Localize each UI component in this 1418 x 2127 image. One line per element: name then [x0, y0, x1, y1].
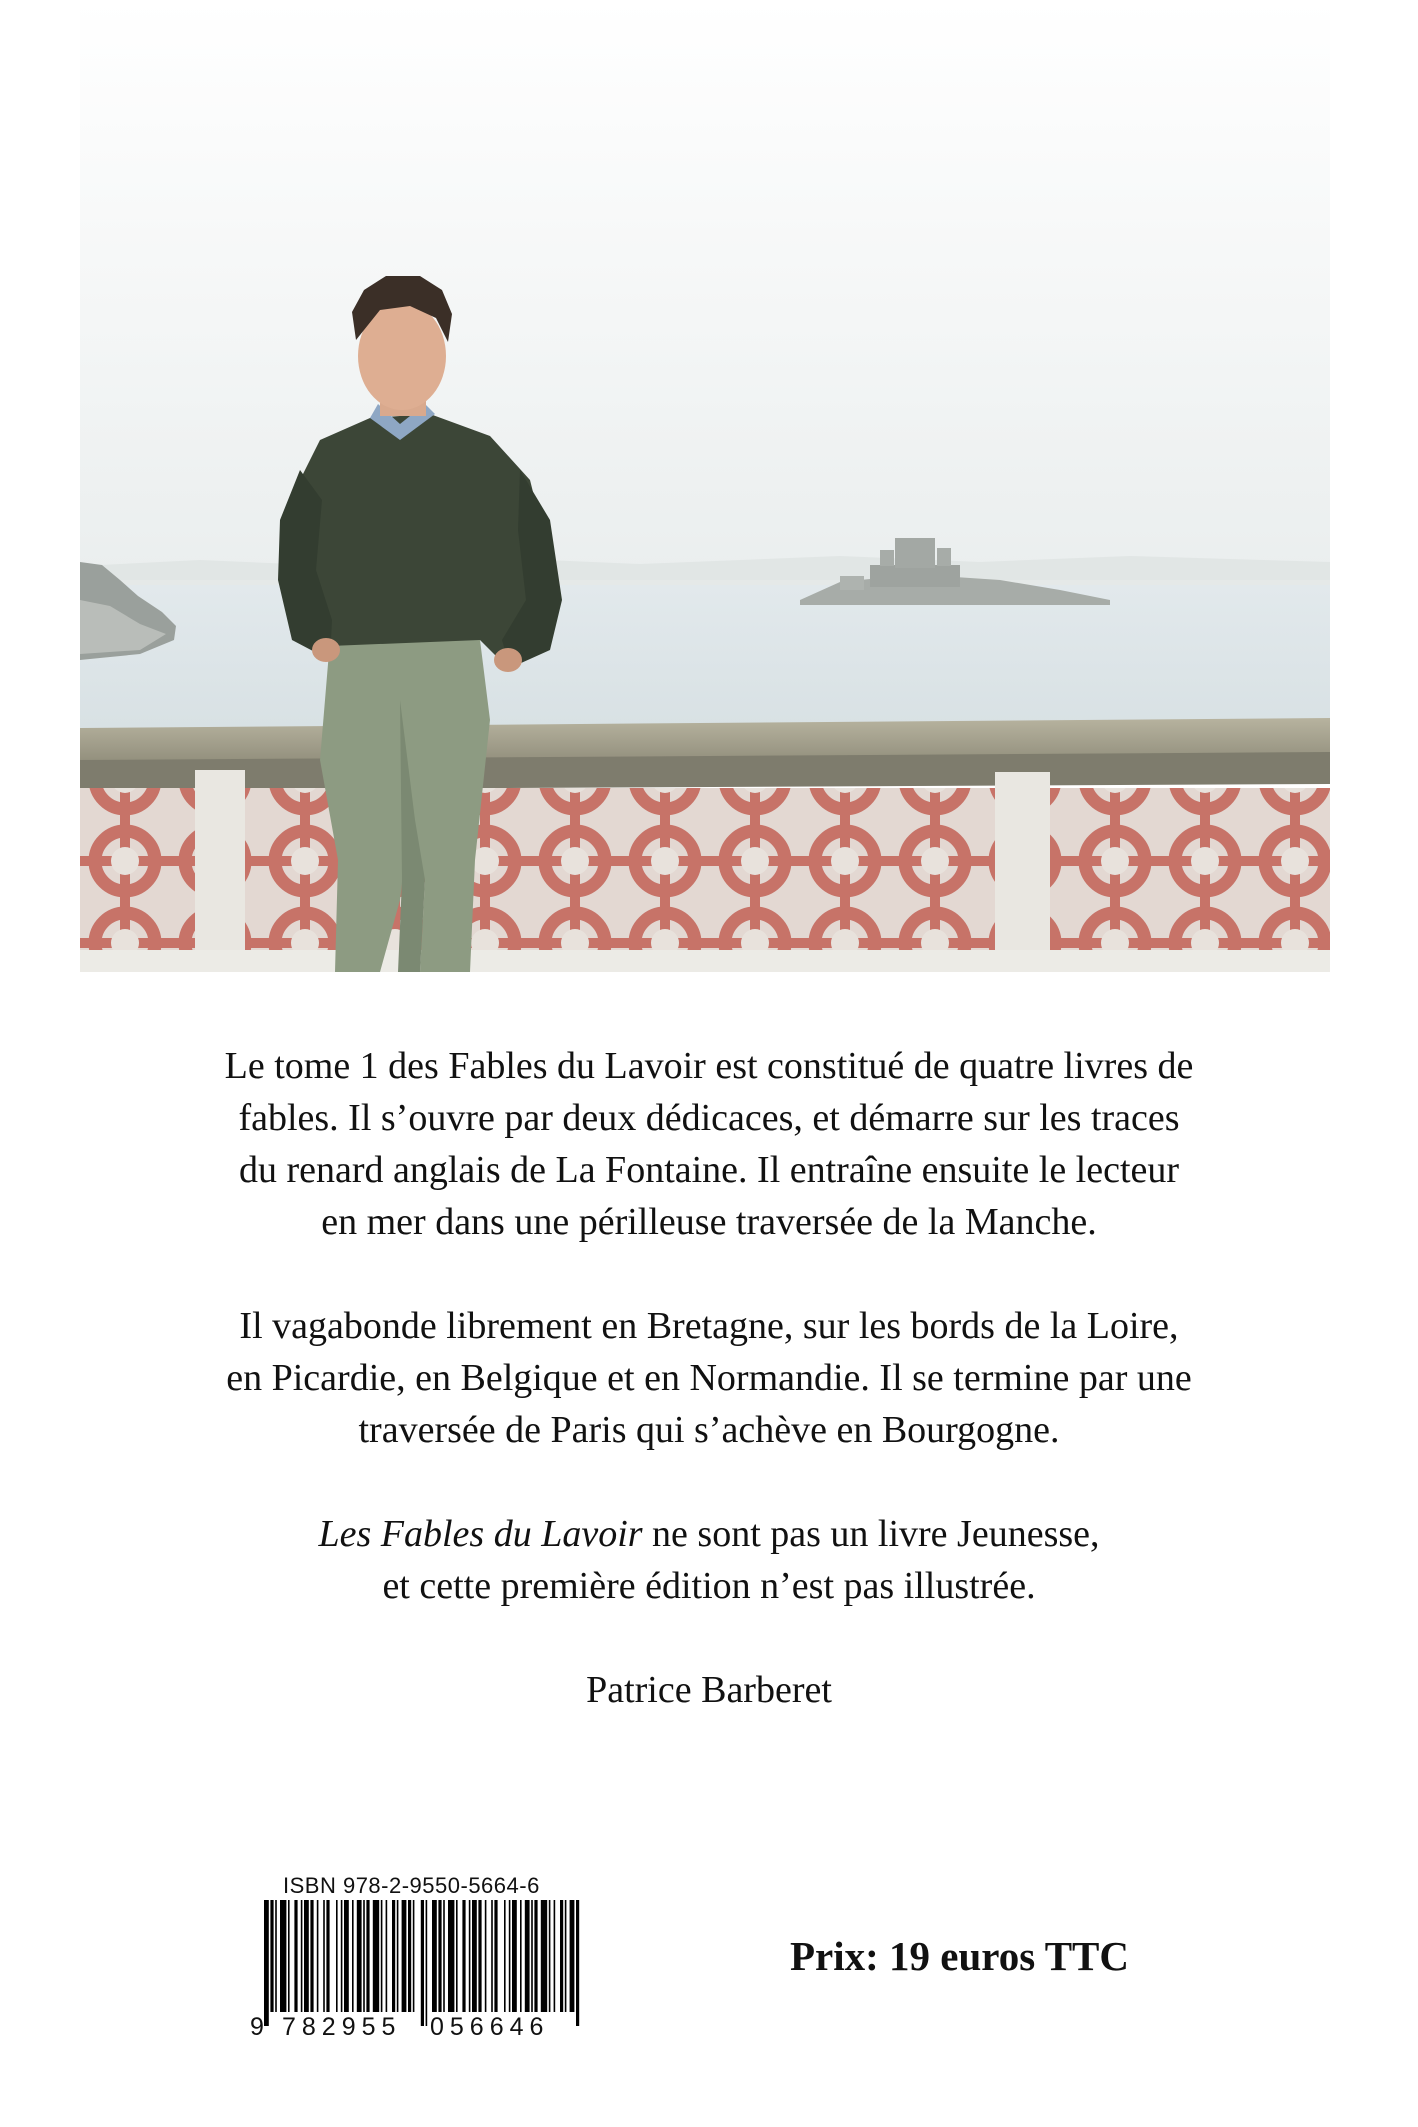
barcode-bar — [366, 1900, 369, 2012]
barcode-bar — [462, 1900, 465, 2012]
barcode-bar — [560, 1900, 563, 2012]
barcode-bar — [456, 1900, 458, 2012]
barcode-bar — [469, 1900, 471, 2012]
blurb-line: traversée de Paris qui s’achève en Bourgogne. — [358, 1409, 1060, 1451]
isbn-label: ISBN 978-2-9550-5664-6 — [283, 1873, 540, 1898]
barcode-image — [258, 1900, 588, 2026]
barcode-bar — [280, 1900, 286, 2012]
book-title-italic: Les Fables du Lavoir — [318, 1513, 643, 1555]
barcode-bar — [525, 1900, 530, 2012]
barcode-digits-right: 056646 — [430, 2013, 550, 2041]
blurb-line: en mer dans une périlleuse traversée de la Manche. — [321, 1201, 1097, 1243]
barcode-bar — [565, 1900, 567, 2012]
barcode-bar — [264, 1900, 269, 2026]
barcode-bar — [531, 1900, 533, 2012]
blurb-paragraph-3 — [0, 1508, 1418, 1612]
barcode-bar — [386, 1900, 388, 2012]
barcode-bar — [323, 1900, 325, 2012]
barcode-bar — [448, 1900, 454, 2012]
barcode-bar — [397, 1900, 399, 2012]
barcode-bar — [472, 1900, 477, 2012]
barcode-bar — [491, 1900, 493, 2012]
price-label: Prix: 19 euros TTC — [790, 1933, 1130, 1979]
barcode-bar — [534, 1900, 537, 2012]
blurb-line: en Picardie, en Belgique et en Normandie. Il se termine par une — [226, 1357, 1192, 1399]
barcode-bar — [541, 1900, 547, 2012]
barcode-bar — [381, 1900, 383, 2012]
barcode-bar — [421, 1900, 424, 2026]
barcode-bar — [426, 1900, 428, 2026]
barcode-bar — [288, 1900, 290, 2012]
barcode-bar — [317, 1900, 319, 2012]
barcode-bar — [512, 1900, 517, 2012]
barcode-bar — [443, 1900, 445, 2012]
cover-photo — [80, 0, 1330, 972]
barcode-bar — [304, 1900, 309, 2012]
barcode-bar — [352, 1900, 354, 2012]
barcode-bar — [485, 1900, 487, 2012]
barcode-bar — [341, 1900, 343, 2012]
barcode-bar — [402, 1900, 407, 2012]
barcode-bar — [509, 1900, 511, 2012]
barcode-bar — [520, 1900, 522, 2012]
blurb-line: et cette première édition n’est pas illustrée. — [382, 1565, 1036, 1607]
barcode-bar — [301, 1900, 303, 2012]
barcode-bar — [357, 1900, 362, 2012]
author-name: Patrice Barberet — [586, 1669, 832, 1711]
barcode-bar — [310, 1900, 313, 2012]
barcode-bar — [326, 1900, 329, 2012]
barcode-bar — [294, 1900, 297, 2012]
barcode-bar — [494, 1900, 497, 2012]
barcode-bar — [363, 1900, 365, 2012]
blurb-line-rest: ne sont pas un livre Jeunesse, — [642, 1513, 1100, 1555]
barcode-digits-left: 782955 — [282, 2013, 402, 2041]
blurb-paragraph-2 — [0, 1300, 1418, 1456]
blurb-line: Il vagabonde librement en Bretagne, sur les bords de la Loire, — [239, 1305, 1179, 1347]
barcode-bar — [478, 1900, 481, 2012]
back-cover-blurb — [0, 1040, 1418, 1716]
barcode-bar — [413, 1900, 415, 2012]
blurb-line: Le tome 1 des Fables du Lavoir est constitué de quatre livres de — [224, 1045, 1194, 1087]
barcode-bar — [344, 1900, 349, 2012]
blurb-line — [0, 1508, 1418, 1560]
barcode-bar — [570, 1900, 575, 2012]
barcode-bar — [392, 1900, 395, 2012]
barcode-bar — [373, 1900, 379, 2012]
barcode-bar — [504, 1900, 506, 2012]
blurb-line: fables. Il s’ouvre par deux dédicaces, et démarre sur les traces — [238, 1097, 1180, 1139]
barcode-digit-lead: 9 — [250, 2013, 264, 2041]
barcode-bar — [432, 1900, 437, 2012]
barcode-bar — [438, 1900, 441, 2012]
barcode-bar — [576, 1900, 579, 2026]
blurb-paragraph-1 — [0, 1040, 1418, 1248]
blurb-line: du renard anglais de La Fontaine. Il entraîne ensuite le lecteur — [238, 1149, 1180, 1191]
barcode-bar — [270, 1900, 273, 2012]
barcode-bar — [408, 1900, 411, 2012]
barcode-bar — [275, 1900, 277, 2012]
barcode-bar — [336, 1900, 338, 2012]
barcode-bar — [549, 1900, 551, 2012]
barcode-bar — [554, 1900, 556, 2012]
